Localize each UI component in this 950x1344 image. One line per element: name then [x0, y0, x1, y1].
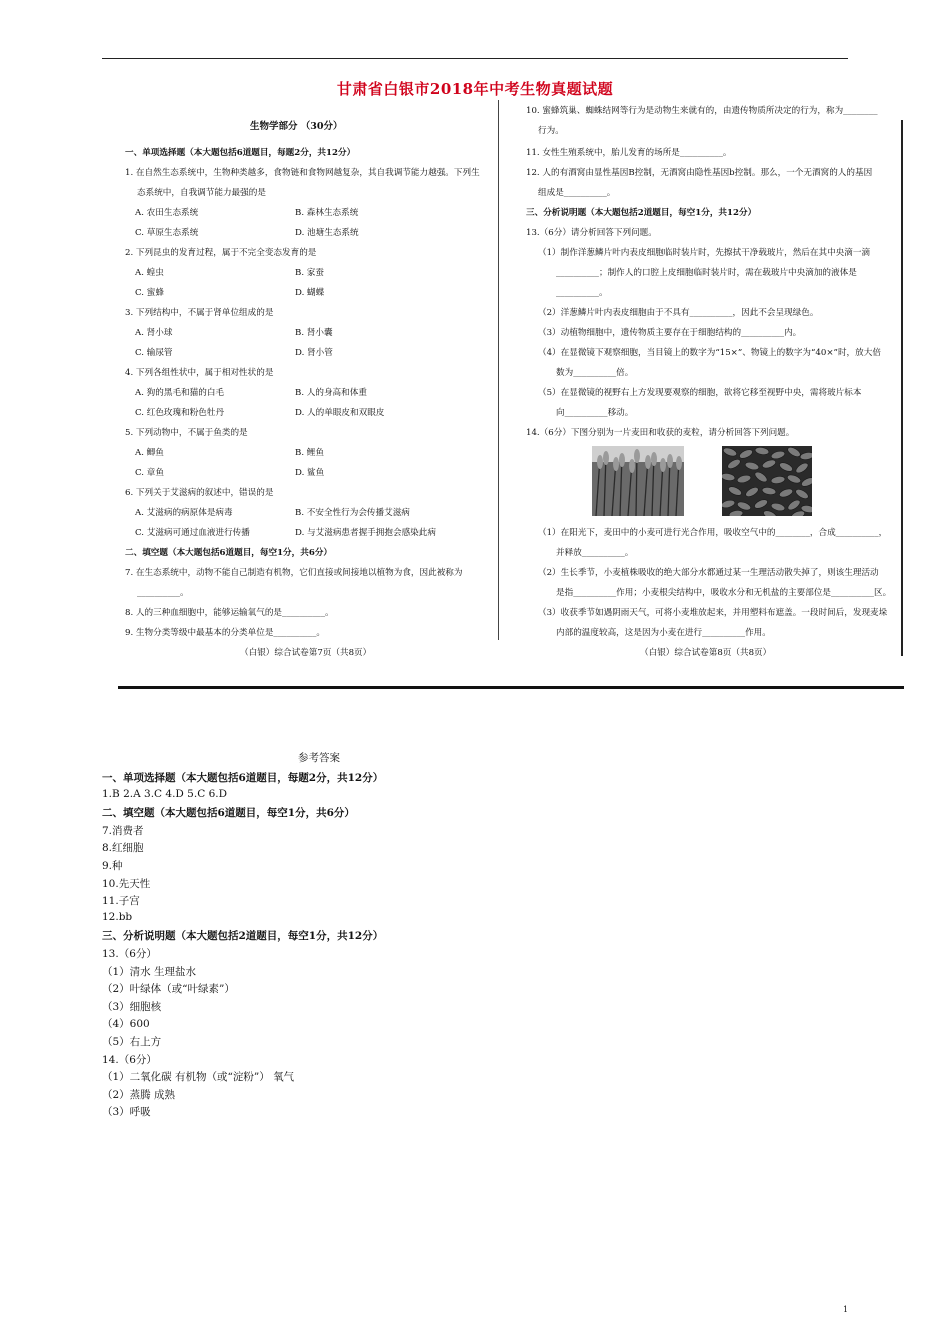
wheat-grains-photo: [722, 446, 812, 516]
right-exam-line: 13.（6分）请分析回答下列问题。: [526, 228, 657, 238]
answer-line: 14.（6分）: [102, 1053, 157, 1066]
left-exam-option: D. 池塘生态系统: [295, 228, 359, 238]
right-exam-line: 12. 人的有酒窝由显性基因B控制，无酒窝由隐性基因b控制。那么，一个无酒窝的人的基因: [526, 168, 873, 178]
left-exam-line: 9. 生物分类等级中最基本的分类单位是__________。: [125, 628, 325, 638]
answer-line: 二、填空题（本大题包括6道题目，每空1分，共6分）: [102, 807, 355, 820]
left-exam-line: 3. 下列结构中，不属于肾单位组成的是: [125, 308, 274, 318]
right-exam-line: （3）收获季节如遇阴雨天气，可将小麦堆放起来，并用塑料布遮盖。一段时间后，发现麦垛: [538, 608, 888, 618]
left-exam-line: A. 艾滋病的病原体是病毒: [135, 508, 233, 518]
right-exam-line: （5）在显微镜的视野右上方发现要观察的细胞，欲将它移至视野中央，需将玻片标本: [538, 388, 862, 398]
right-exam-line: __________；制作人的口腔上皮细胞临时装片时，需在载玻片中央滴加的液体是: [556, 268, 857, 278]
left-exam-line: A. 鲫鱼: [135, 448, 164, 458]
left-exam-line: 5. 下列动物中，不属于鱼类的是: [125, 428, 248, 438]
left-exam-line: A. 狗的黑毛和猫的白毛: [135, 388, 225, 398]
left-exam-line: 1. 在自然生态系统中，生物种类越多，食物链和食物网越复杂，其自我调节能力越强。下列生: [125, 168, 480, 178]
left-exam-option: D. 蝴蝶: [295, 288, 325, 298]
right-exam-line: 内部的温度较高，这是因为小麦在进行__________作用。: [556, 628, 771, 638]
right-exam-line: （4）在显微镜下观察细胞，当目镜上的数字为“15×”、物镜上的数字为“40×”时，放大倍: [538, 348, 881, 358]
left-exam-option: D. 人的单眼皮和双眼皮: [295, 408, 385, 418]
scan-edge: [901, 120, 903, 656]
left-exam-line: C. 章鱼: [135, 468, 164, 478]
right-exam-line: 行为。: [538, 126, 564, 136]
left-exam-line: 8. 人的三种血细胞中，能够运输氧气的是__________。: [125, 608, 334, 618]
right-exam-line: 数为__________倍。: [556, 368, 634, 378]
right-exam-line: 10. 蜜蜂筑巢、蜘蛛结网等行为是动物生来就有的，由遗传物质所决定的行为，称为________: [526, 106, 878, 116]
left-exam-line: 态系统中，自我调节能力最强的是: [137, 188, 266, 198]
left-exam-option: B. 家蚕: [295, 268, 324, 278]
page-number: 1: [843, 1305, 849, 1314]
right-exam-line: 是指__________作用；小麦根尖结构中，吸收水分和无机盐的主要部位是__________区。: [556, 588, 892, 598]
left-exam-line: C. 蜜蜂: [135, 288, 164, 298]
answer-line: （3）细胞核: [102, 1000, 162, 1013]
answer-line: （5）右上方: [102, 1036, 162, 1048]
right-exam-line: 组成是__________。: [538, 188, 616, 198]
document-title: 甘肃省白银市2018年中考生物真题试题: [336, 80, 614, 98]
answer-line: 11.子宫: [102, 895, 140, 908]
answer-line: （3）呼吸: [102, 1106, 151, 1119]
answer-line: 13.（6分）: [102, 948, 157, 960]
left-exam-line: C. 红色玫瑰和粉色牡丹: [135, 408, 225, 418]
left-exam-line: 二、填空题（本大题包括6道题目，每空1分，共6分）: [125, 548, 333, 558]
answer-line: （2）叶绿体（或“叶绿素”）: [102, 983, 235, 996]
left-exam-option: D. 与艾滋病患者握手拥抱会感染此病: [295, 528, 436, 538]
answer-line: 8.红细胞: [102, 842, 144, 855]
answer-line: 10.先天性: [102, 877, 151, 890]
left-exam-option: B. 鲤鱼: [295, 448, 324, 458]
right-page-footer: （白银）综合试卷第8页（共8页）: [640, 648, 772, 658]
right-exam-line: （1）制作洋葱鳞片叶内表皮细胞临时装片时，先擦拭干净载玻片，然后在其中央滴一滴: [538, 248, 871, 258]
right-exam-line: 11. 女性生殖系统中，胎儿发育的场所是__________。: [526, 148, 732, 158]
answer-line: 1.B 2.A 3.C 4.D 5.C 6.D: [102, 787, 228, 800]
answer-line: 7.消费者: [102, 824, 144, 837]
left-exam-option: B. 不安全性行为会传播艾滋病: [295, 508, 410, 518]
answer-line: 三、分析说明题（本大题包括2道题目，每空1分，共12分）: [102, 930, 384, 943]
left-exam-line: A. 肾小球: [135, 328, 173, 338]
left-exam-line: 2. 下列昆虫的发育过程，属于不完全变态发育的是: [125, 248, 317, 258]
answer-line: （1）清水 生理盐水: [102, 965, 197, 978]
left-exam-line: 4. 下列各组性状中，属于相对性状的是: [125, 368, 274, 378]
left-exam-option: B. 人的身高和体重: [295, 388, 367, 398]
answer-line: 12.bb: [102, 910, 133, 923]
left-exam-line: A. 蝗虫: [135, 268, 164, 278]
right-exam-line: 并释放__________。: [556, 548, 634, 558]
left-page-footer: （白银）综合试卷第7页（共8页）: [240, 648, 372, 658]
right-exam-line: （1）在阳光下，麦田中的小麦可进行光合作用，吸收空气中的________，合成__________，: [538, 528, 888, 538]
left-exam-line: A. 农田生态系统: [135, 208, 199, 218]
left-exam-line: __________。: [137, 588, 189, 598]
wheat-field-photo: [592, 446, 684, 516]
left-exam-line: C. 输尿管: [135, 348, 173, 358]
right-exam-line: __________。: [556, 288, 608, 298]
answer-line: （2）蒸腾 成熟: [102, 1088, 176, 1101]
section-heading: 生物学部分 （30分）: [250, 121, 343, 132]
left-exam-line: C. 艾滋病可通过血液进行传播: [135, 528, 250, 538]
answers-title: 参考答案: [298, 752, 340, 764]
answer-line: 一、单项选择题（本大题包括6道题目，每题2分，共12分）: [102, 772, 384, 784]
answer-line: 9.种: [102, 860, 123, 872]
right-exam-line: 三、分析说明题（本大题包括2道题目，每空1分，共12分）: [526, 208, 757, 218]
answer-line: （1）二氧化碳 有机物（或“淀粉”） 氧气: [102, 1071, 295, 1084]
right-exam-line: （2）生长季节，小麦植株吸收的绝大部分水都通过某一生理活动散失掉了，则该生理活动: [538, 568, 879, 578]
left-exam-option: B. 森林生态系统: [295, 208, 359, 218]
left-exam-option: B. 肾小囊: [295, 328, 333, 338]
right-exam-line: （2）洋葱鳞片叶内表皮细胞由于不具有__________，因此不会呈现绿色。: [538, 308, 819, 318]
scan-bottom-edge: [118, 686, 904, 689]
column-divider: [498, 100, 499, 640]
top-rule: [102, 58, 848, 59]
left-exam-line: C. 草原生态系统: [135, 228, 199, 238]
right-exam-line: 向__________移动。: [556, 408, 634, 418]
right-exam-line: 14.（6分）下图分别为一片麦田和收获的麦粒，请分析回答下列问题。: [526, 428, 795, 438]
right-exam-line: （3）动植物细胞中，遗传物质主要存在于细胞结构的__________内。: [538, 328, 802, 338]
left-exam-line: 7. 在生态系统中，动物不能自己制造有机物，它们直接或间接地以植物为食，因此被称为: [125, 568, 463, 578]
left-exam-option: D. 肾小管: [295, 348, 333, 358]
left-exam-line: 6. 下列关于艾滋病的叙述中，错误的是: [125, 488, 274, 498]
answer-line: （4）600: [102, 1018, 150, 1031]
left-exam-line: 一、单项选择题（本大题包括6道题目，每题2分，共12分）: [125, 148, 356, 158]
left-exam-option: D. 鲨鱼: [295, 468, 325, 478]
